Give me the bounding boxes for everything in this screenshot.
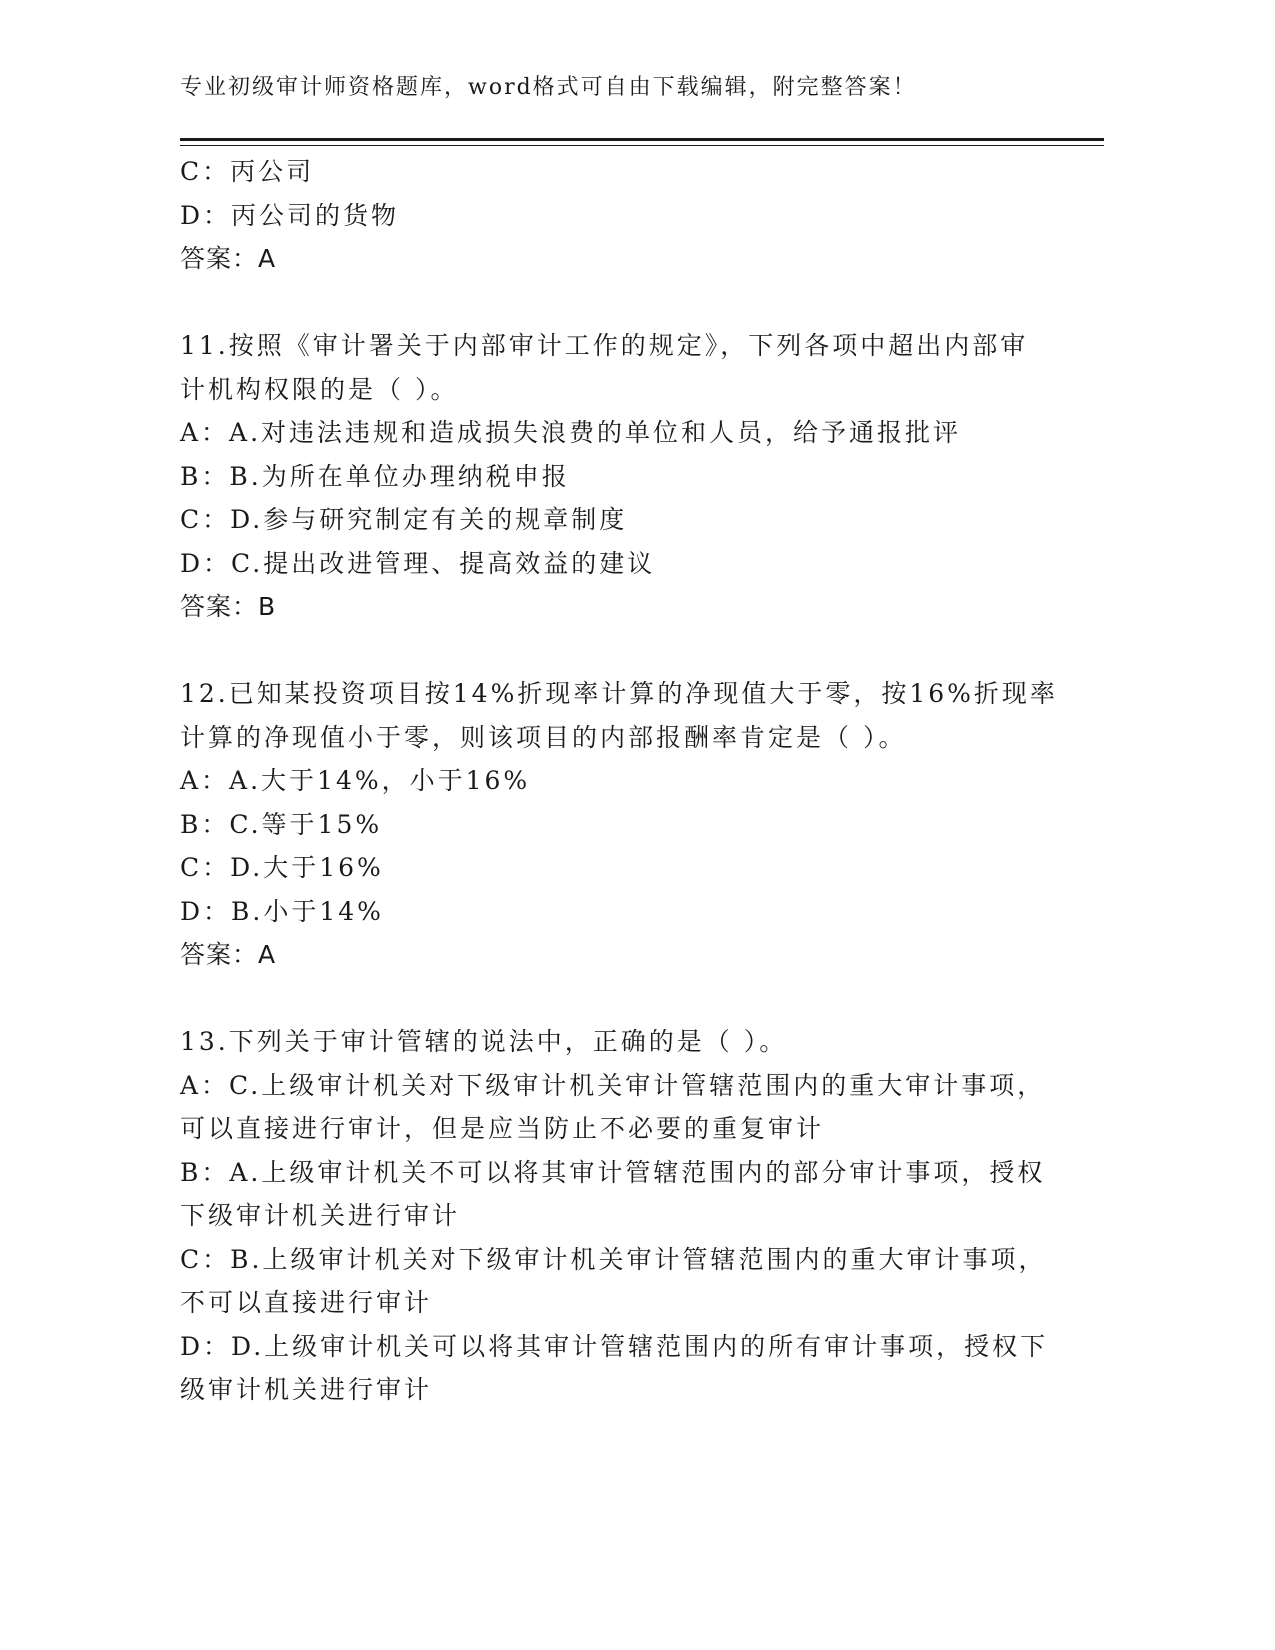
question-stem: 13.下列关于审计管辖的说法中，正确的是（ ）。 bbox=[180, 1027, 788, 1056]
spacer bbox=[180, 629, 1080, 673]
option-line: D：B.小于14% bbox=[180, 896, 384, 926]
option-line: 可以直接进行审计，但是应当防止不必要的重复审计 bbox=[180, 1114, 825, 1143]
header-rule-thick bbox=[180, 138, 1104, 141]
option-line: B：A.上级审计机关不可以将其审计管辖范围内的部分审计事项，授权 bbox=[180, 1157, 1046, 1187]
option-line: D：丙公司的货物 bbox=[180, 200, 400, 230]
option-line: A：A.大于14%，小于16% bbox=[180, 766, 531, 795]
answer-line: 答案：A bbox=[180, 940, 277, 969]
question-stem: 计机构权限的是（ ）。 bbox=[180, 374, 459, 404]
page-header: 专业初级审计师资格题库，word格式可自由下载编辑，附完整答案！ bbox=[180, 75, 917, 100]
option-line: C：D.参与研究制定有关的规章制度 bbox=[180, 505, 628, 534]
option-line: C：丙公司 bbox=[180, 157, 315, 186]
option-line: 级审计机关进行审计 bbox=[180, 1375, 433, 1404]
option-line: B：B.为所在单位办理纳税申报 bbox=[180, 461, 570, 491]
answer-line: 答案：A bbox=[180, 244, 277, 273]
question-stem: 11.按照《审计署关于内部审计工作的规定》，下列各项中超出内部审 bbox=[180, 331, 1029, 360]
option-line: A：C.上级审计机关对下级审计机关审计管辖范围内的重大审计事项， bbox=[180, 1070, 1046, 1100]
spacer bbox=[180, 977, 1080, 1021]
spacer bbox=[180, 281, 1080, 325]
option-line: D：D.上级审计机关可以将其审计管辖范围内的所有审计事项，授权下 bbox=[180, 1331, 1049, 1361]
option-line: A：A.对违法违规和造成损失浪费的单位和人员，给予通报批评 bbox=[180, 418, 962, 447]
question-stem: 计算的净现值小于零，则该项目的内部报酬率肯定是（ ）。 bbox=[180, 722, 907, 752]
question-content bbox=[180, 150, 1080, 1412]
option-line: D：C.提出改进管理、提高效益的建议 bbox=[180, 548, 656, 578]
question-stem: 12.已知某投资项目按14%折现率计算的净现值大于零，按16%折现率 bbox=[180, 679, 1058, 708]
answer-line: 答案：B bbox=[180, 592, 277, 621]
option-line: B：C.等于15% bbox=[180, 809, 383, 839]
option-line: 下级审计机关进行审计 bbox=[180, 1201, 461, 1230]
option-line: C：B.上级审计机关对下级审计机关审计管辖范围内的重大审计事项， bbox=[180, 1244, 1047, 1274]
header-rule-thin bbox=[180, 145, 1104, 146]
option-line: C：D.大于16% bbox=[180, 853, 384, 882]
option-line: 不可以直接进行审计 bbox=[180, 1288, 433, 1317]
